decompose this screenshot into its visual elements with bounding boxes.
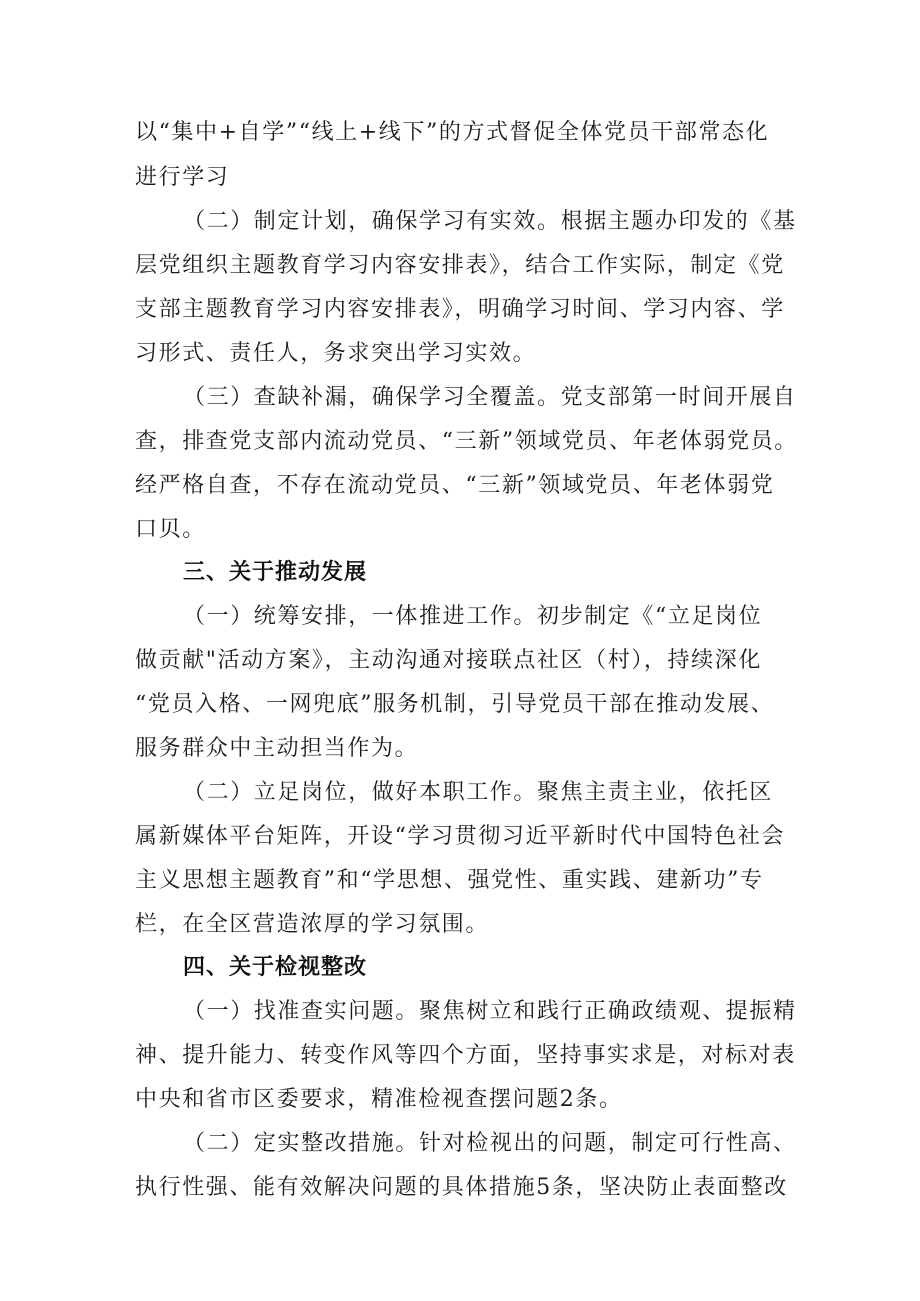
paragraph-line: （一）统筹安排，一体推进工作。初步制定《“立足岗位 [183,604,763,629]
paragraph-line: 习形式、责任人，务求突出学习实效。 [135,341,537,366]
paragraph-line: 以“集中+自学”“线上+线下”的方式督促全体党员干部常态化 [135,120,770,145]
paragraph-line: 属新媒体平台矩阵，开设“学习贯彻习近平新时代中国特色社会 [135,824,786,849]
paragraph-line: 中央和省市区委要求，精准检视查摆问题2条。 [135,1087,623,1112]
paragraph-line: 查，排查党支部内流动党员、“三新”领域党员、年老体弱党员。 [135,429,798,454]
paragraph-line: 服务群众中主动担当作为。 [135,736,419,761]
paragraph-line: 主义思想主题教育”和“学思想、强党性、重实践、建新功”专 [135,868,764,893]
paragraph-line: 进行学习 [135,165,230,190]
paragraph-line: 神、提升能力、转变作风等四个方面，坚持事实求是，对标对表 [135,1043,796,1068]
paragraph-line: （三）查缺补漏，确保学习全覆盖。党支部第一时间开展自 [183,385,797,410]
paragraph-line: （二）立足岗位，做好本职工作。聚焦主责主业，依托区 [183,780,774,805]
paragraph-line: 口贝。 [135,517,206,542]
paragraph-line: 栏，在全区营造浓厚的学习氛围。 [135,912,490,937]
paragraph-line: 经严格自查，不存在流动党员、“三新”领域党员、年老体弱党 [135,473,775,498]
section-heading: 三、关于推动发展 [183,560,368,585]
paragraph-line: 做贡献"活动方案》，主动沟通对接联点社区（村），持续深化 [135,648,762,673]
section-heading: 四、关于检视整改 [183,955,368,980]
paragraph-line: （二）定实整改措施。针对检视出的问题，制定可行性高、 [183,1131,797,1156]
paragraph-line: “党员入格、一网兜底”服务机制，引导党员干部在推动发展、 [135,692,775,717]
paragraph-line: 支部主题教育学习内容安排表》，明确学习时间、学习内容、学 [135,297,785,322]
paragraph-line: 层党组织主题教育学习内容安排表》，结合工作实际，制定《党 [135,253,785,278]
paragraph-line: （一）找准查实问题。聚焦树立和践行正确政绩观、提振精 [183,999,797,1024]
paragraph-line: （二）制定计划，确保学习有实效。根据主题办印发的《基 [183,209,797,234]
paragraph-line: 执行性强、能有效解决问题的具体措施5条，坚决防止表面整改 [135,1175,788,1200]
